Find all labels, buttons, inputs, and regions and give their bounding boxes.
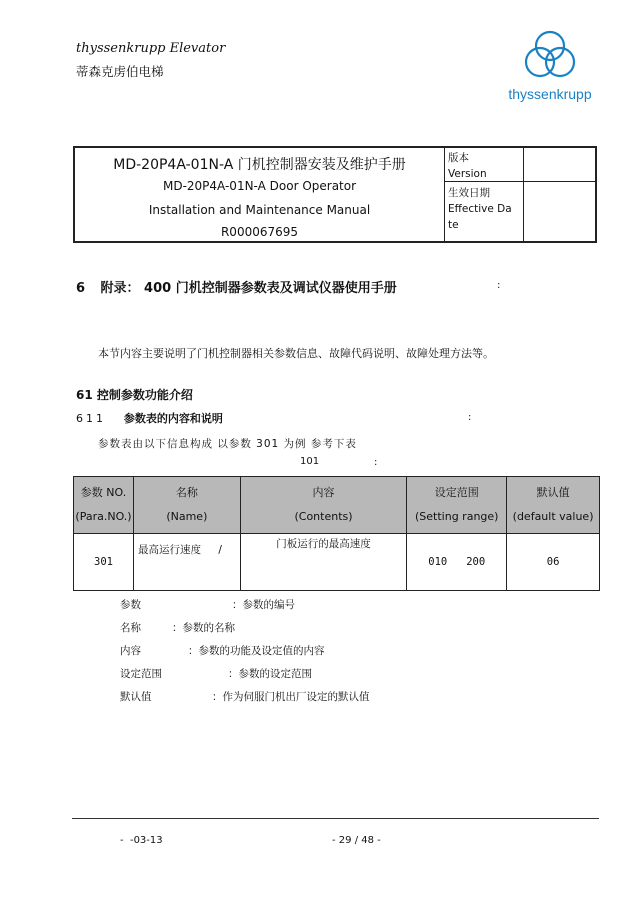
version-label-en: Version: [448, 168, 487, 180]
parameter-table: [73, 476, 600, 591]
table-header-row: [74, 477, 600, 534]
effective-date-label-en-2: te: [448, 219, 459, 231]
logo-wordmark: thyssenkrupp: [508, 86, 592, 102]
thyssenkrupp-logo: [500, 28, 600, 108]
definition-desc: ：参数的名称: [172, 622, 235, 634]
section-611-colon: :: [468, 412, 472, 423]
cell-contents: 门板运行的最高速度: [240, 534, 407, 591]
effective-date-label-cn: 生效日期: [448, 187, 490, 199]
section-61-heading: 61 控制参数功能介绍: [76, 388, 193, 402]
section-title: 附录： 400 门机控制器参数表及调试仪器使用手册: [100, 281, 397, 296]
definition-term: 默认值: [120, 691, 152, 703]
page-number: - 29 / 48 -: [332, 835, 381, 846]
name-slash: /: [218, 544, 222, 556]
definition-term: 内容: [120, 645, 141, 657]
section-6-colon: :: [497, 280, 501, 291]
document-title-block: [73, 146, 597, 243]
doc-title-cn: MD-20P4A-01N-A 门机控制器安装及维护手册: [113, 157, 406, 173]
definition-term: 参数: [120, 599, 141, 611]
table-reference: 101: [300, 456, 320, 467]
section-611-heading: [76, 410, 223, 426]
table-description: 参数表由以下信息构成 以参数 301 为例 参考下表: [98, 438, 357, 450]
table-reference-colon: :: [374, 457, 378, 468]
section-number: 611: [76, 412, 106, 425]
definition-desc: ：参数的编号: [232, 599, 295, 611]
definition-desc: ：参数的设定范围: [228, 668, 312, 680]
header-param-no: 参数 NO. (Para.NO.): [74, 477, 134, 534]
cell-setting-range: 010 200: [407, 534, 507, 591]
definition-term: 设定范围: [120, 668, 162, 680]
section-6-heading: [76, 277, 397, 296]
company-name-en: thyssenkrupp Elevator: [76, 41, 226, 56]
footer-date: - -03-13: [120, 835, 163, 846]
intro-paragraph: 本节内容主要说明了门机控制器相关参数信息、故障代码说明、故障处理方法等。: [98, 347, 494, 360]
header-contents: 内容 (Contents): [240, 477, 407, 534]
doc-title-en-2: Installation and Maintenance Manual: [148, 203, 371, 217]
effective-date-label-en: Effective Da: [448, 203, 512, 215]
title-divider: [444, 148, 445, 241]
title-divider: [523, 148, 524, 241]
section-number: 6: [76, 281, 86, 296]
cell-default-value: 06: [507, 534, 600, 591]
definition-term: 名称: [120, 622, 141, 634]
table-row: [74, 534, 600, 591]
cell-param-no: 301: [74, 534, 134, 591]
header-setting-range: 设定范围 (Setting range): [407, 477, 507, 534]
logo-rings-icon: [500, 28, 600, 86]
definition-desc: ：作为伺服门机出厂设定的默认值: [212, 691, 370, 703]
cell-name: [133, 534, 240, 591]
doc-number: R000067695: [220, 225, 299, 239]
header-name: 名称 (Name): [133, 477, 240, 534]
company-name-cn: 蒂森克虏伯电梯: [76, 64, 164, 79]
header-default-value: 默认值 (default value): [507, 477, 600, 534]
footer-divider: [72, 818, 599, 819]
section-title: 参数表的内容和说明: [123, 412, 223, 425]
definition-desc: ：参数的功能及设定值的内容: [188, 645, 325, 657]
version-label-cn: 版本: [448, 152, 469, 164]
doc-title-en-1: MD-20P4A-01N-A Door Operator: [162, 179, 357, 193]
name-text: 最高运行速度: [137, 544, 201, 556]
